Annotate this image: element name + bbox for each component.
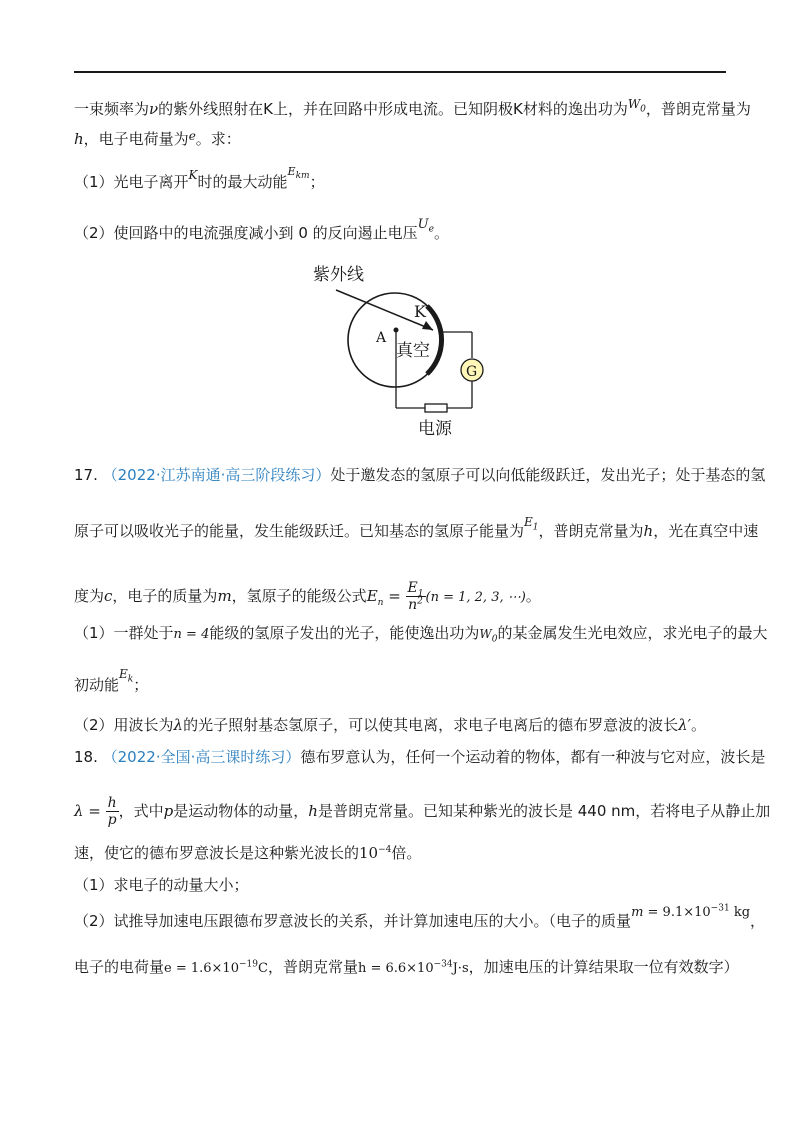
q18-part-1: （1）求电子的动量大小； (74, 876, 249, 894)
q17-part-2: （2）用波长为λ的光子照射基态氢原子，可以使其电离，求电子电离后的德布罗意波的波长λ′。 (74, 716, 707, 734)
header-rule (74, 71, 726, 73)
q16-part-2: （2）使回路中的电流强度减小到 0 的反向遏止电压$U_e$。 (74, 217, 449, 242)
q18-part-2-cont: 电子的电荷量$e = 1.6\times 10^{-19}C$，普朗克常量$h = 6.6\times 10^{-34}J\cdot s$，加速电压的计算结果取一位有效数字） (74, 958, 739, 976)
q18-line-3: 速，使它的德布罗意波长是这种紫光波长的$10^{-4}$倍。 (74, 844, 422, 862)
q17-line-2: 原子可以吸收光子的能量，发生能级跃迁。已知基态的氢原子能量为$E_1$，普朗克常量为h，光在真空中速 (74, 515, 759, 540)
uv-light-label: 紫外线 (313, 265, 364, 285)
q17-source: （2022·江苏南通·高三阶段练习） (102, 466, 331, 484)
galvanometer-label: G (466, 364, 478, 380)
q18-line-2: λ = $\frac{h}{p}$ ，式中p是运动物体的动量，h是普朗克常量。已知某种紫光的波长是 440 nm，若将电子从静止加 (74, 795, 771, 828)
q16-line-2: h，电子电荷量为$^e$。求： (74, 129, 241, 148)
de-broglie-fraction: $\frac{h}{p}$ (107, 795, 117, 828)
q16-line-1: 一束频率为ν的紫外线照射在K上，并在回路中形成电流。已知阴极K材料的逸出功为$W_0$，普朗克常量为 (74, 97, 751, 118)
energy-level-fraction: $\frac{E_1}{n^2}$ (407, 580, 424, 613)
q18-source: （2022·全国·高三课时练习） (102, 748, 301, 766)
power-source-label: 电源 (418, 419, 452, 439)
power-source (425, 404, 447, 412)
q17-line-1: 17. （2022·江苏南通·高三阶段练习）处于邀发态的氢原子可以向低能级跃迁，发出光子；处于基态的氢 (74, 466, 766, 484)
vacuum-label: 真空 (396, 341, 430, 361)
q17-part-1-cont: 初动能$E_k$； (74, 667, 149, 694)
q16-part-1: （1）光电子离开K时的最大动能$E_{km}$； (74, 165, 325, 191)
q18-part-2: （2）试推导加速电压跟德布罗意波长的关系，并计算加速电压的大小。（电子的质量$m = 9.1\times 10^{-31}$ kg， (74, 903, 766, 930)
q18-line-1: 18. （2022·全国·高三课时练习）德布罗意认为，任何一个运动着的物体，都有一种波与它对应，波长是 (74, 748, 766, 766)
q17-part-1: （1）一群处于n = 4能级的氢原子发出的光子，能使逸出功为$W_0$的某金属发生光电效应，求光电子的最大 (74, 624, 768, 645)
photoelectric-circuit-diagram (300, 262, 500, 442)
q17-line-3: 度为c，电子的质量为m，氢原子的能级公式$E_n$ = $\frac{E_1}{n^2}$ (n = 1, 2, 3, ⋯)。 (74, 580, 541, 613)
cathode-label: K (414, 302, 426, 321)
anode-label: A (376, 330, 387, 346)
cathode-K (427, 306, 442, 374)
